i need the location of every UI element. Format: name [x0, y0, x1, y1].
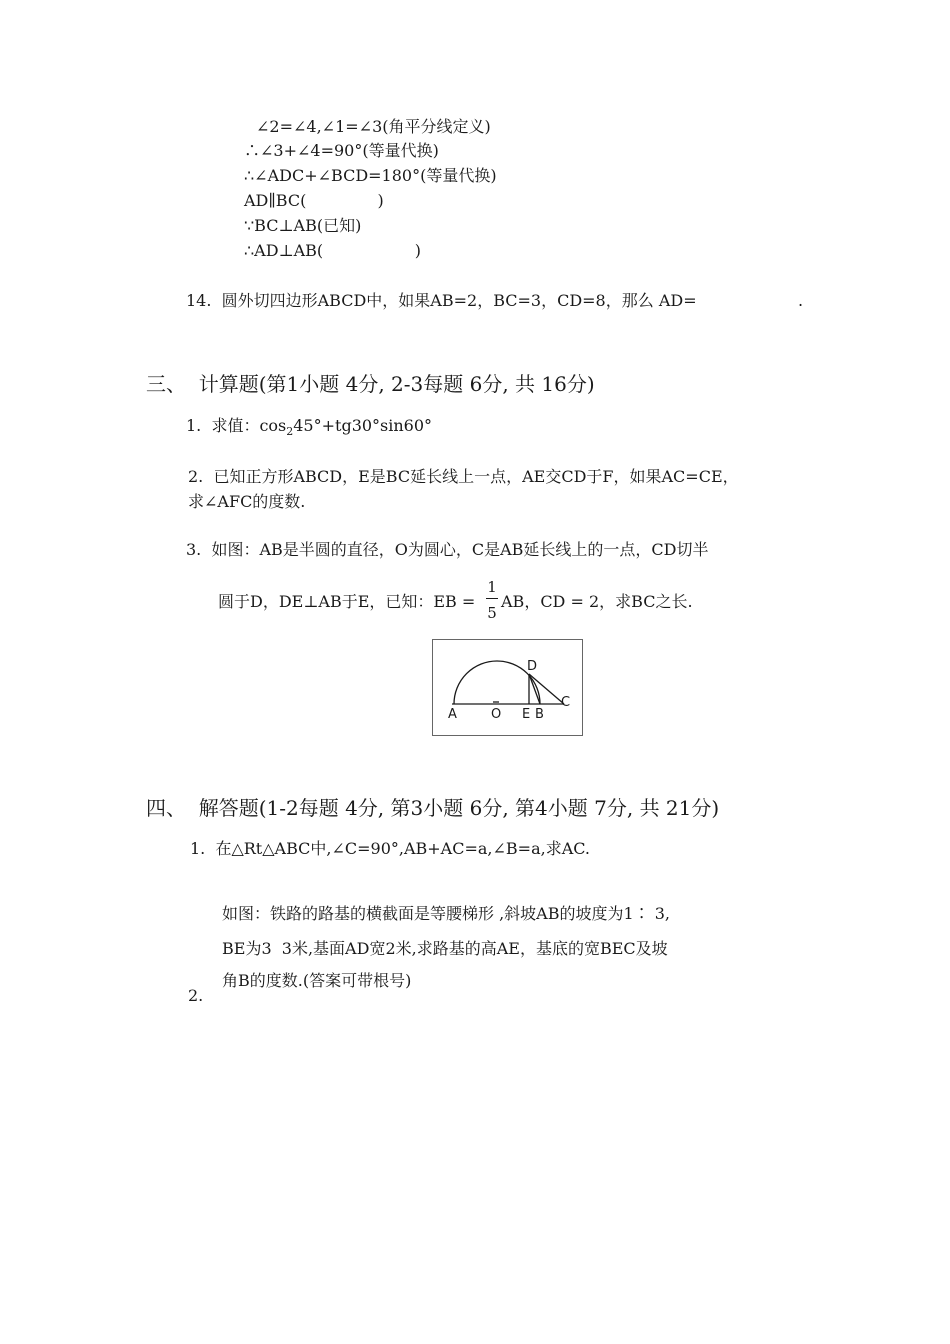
- proof-line-1: ∠2=∠4,∠1=∠3(角平分线定义): [256, 117, 491, 136]
- section-4-problem-1: 1. 在△Rt△ABC中,∠C=90°,AB+AC=a,∠B=a,求AC.: [190, 839, 591, 858]
- point-label-o: O: [491, 707, 502, 722]
- point-label-a: A: [448, 707, 457, 722]
- point-label-b: B: [535, 707, 544, 722]
- section-4-problem-2-line-2: BE为3 3米,基面AD宽2米,求路基的高AE，基底的宽BEC及坡: [222, 939, 668, 958]
- point-label-e: E: [522, 707, 531, 722]
- section-3-problem-2-line-2: 求∠AFC的度数.: [188, 492, 306, 511]
- section-3-problem-3-line-1: 3. 如图：AB是半圆的直径，O为圆心，C是AB延长线上的一点，CD切半: [186, 540, 709, 559]
- problem-1-suffix: 45°+tg30°sin60°: [293, 416, 433, 435]
- section-4-problem-2-line-3: 角B的度数.(答案可带根号): [222, 971, 412, 990]
- question-14-end-dot: .: [798, 291, 804, 310]
- fraction-bar: [486, 598, 498, 599]
- section-3-problem-3-line-2-prefix: 圆于D，DE⊥AB于E，已知：EB =: [218, 592, 476, 611]
- fraction-denominator: 5: [487, 604, 497, 622]
- section-4-problem-2-number: 2.: [188, 986, 204, 1005]
- section-3-title: 三、 计算题(第1小题 4分, 2-3每题 6分, 共 16分): [146, 372, 595, 396]
- proof-line-4: AD∥BC( ): [244, 191, 384, 210]
- point-label-c: C: [561, 695, 571, 710]
- semicircle-diagram: [433, 640, 584, 737]
- section-4-problem-2-line-1: 如图：铁路的路基的横截面是等腰梯形 ,斜坡AB的坡度为1∶ 3,: [222, 904, 671, 923]
- section-4-title: 四、 解答题(1-2每题 4分, 第3小题 6分, 第4小题 7分, 共 21分): [146, 796, 720, 820]
- question-14: 14. 圆外切四边形ABCD中，如果AB=2，BC=3，CD=8，那么 AD=: [186, 291, 697, 310]
- point-label-d: D: [527, 659, 538, 674]
- section-3-problem-2-line-1: 2. 已知正方形ABCD，E是BC延长线上一点，AE交CD于F，如果AC=CE，: [188, 467, 739, 486]
- proof-line-5: ∵BC⊥AB(已知): [244, 216, 362, 235]
- semicircle-figure: [432, 639, 583, 736]
- proof-line-2: ∴∠3+∠4=90°(等量代换): [244, 141, 439, 160]
- problem-1-prefix: 1. 求值：cos: [186, 416, 287, 435]
- section-3-problem-3-line-2-suffix: AB，CD = 2，求BC之长.: [501, 592, 693, 611]
- proof-line-6: ∴AD⊥AB( ): [244, 241, 421, 260]
- problem-1-subscript: 2: [286, 425, 294, 438]
- fraction-numerator: 1: [487, 578, 497, 596]
- section-3-problem-1: [186, 416, 432, 438]
- proof-line-3: ∴∠ADC+∠BCD=180°(等量代换): [244, 166, 497, 185]
